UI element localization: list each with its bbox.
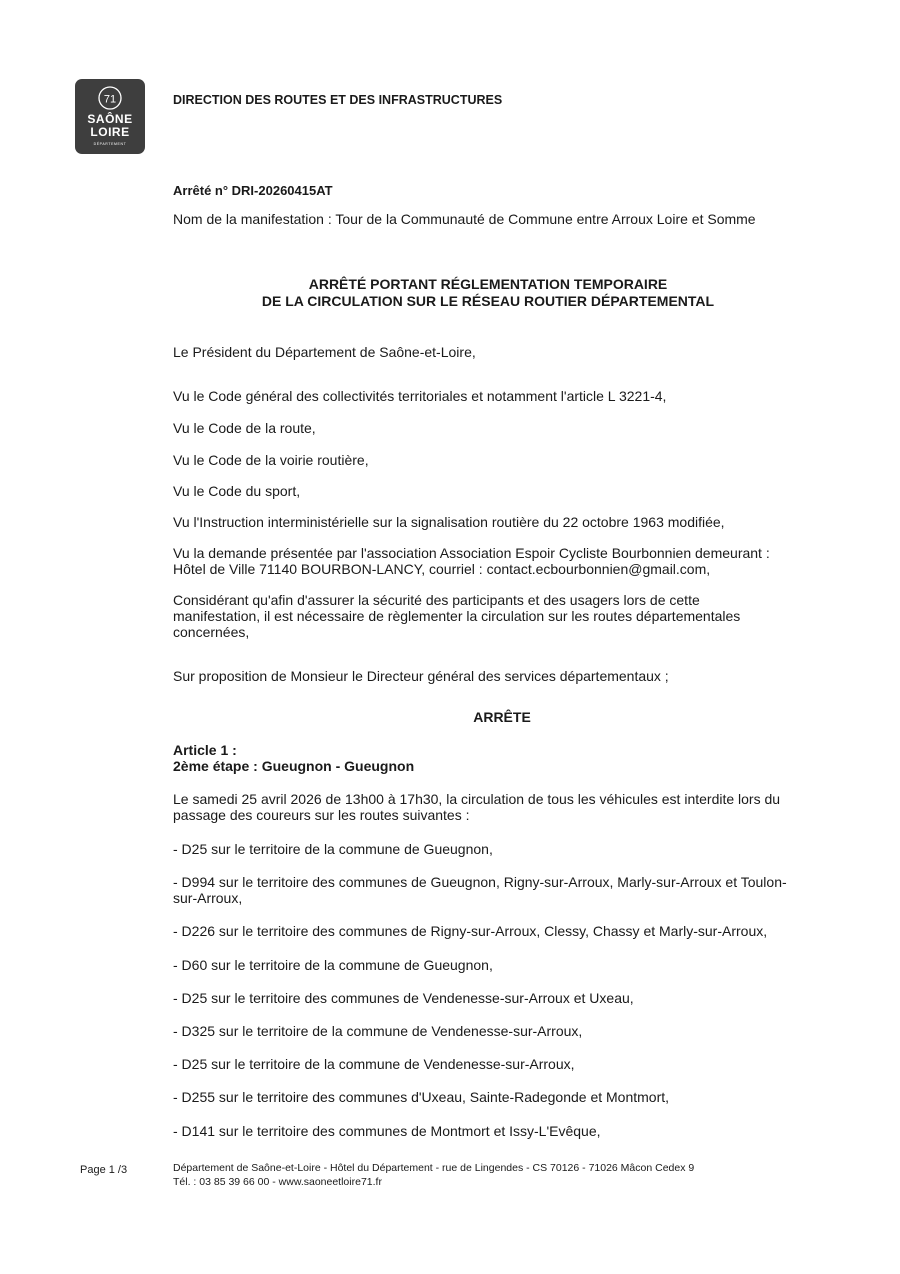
considerant-line-3: concernées,: [173, 624, 250, 640]
arrete-heading: ARRÊTE: [473, 709, 531, 725]
consideration-item: Vu le Code du sport,: [173, 483, 301, 499]
logo-text-loire: LOIRE: [90, 125, 130, 139]
document-title-line-1: ARRÊTÉ PORTANT RÉGLEMENTATION TEMPORAIRE: [308, 276, 668, 292]
consideration-item: Vu le Code général des collectivités territoriales et notamment l'article L 3221-4,: [173, 388, 667, 404]
consideration-item: Vu l'Instruction interministérielle sur la signalisation routière du 22 octobre 1963 modifiée,: [173, 514, 725, 530]
footer-info: [173, 1161, 694, 1189]
article-1-stage: 2ème étape : Gueugnon - Gueugnon: [173, 758, 415, 774]
department-logo: [75, 79, 145, 154]
considerant-line-2: manifestation, il est nécessaire de règlementer la circulation sur les routes départementales: [173, 608, 741, 624]
president-statement: Le Président du Département de Saône-et-Loire,: [173, 344, 476, 360]
road-item: - D25 sur le territoire des communes de Vendenesse-sur-Arroux et Uxeau,: [173, 990, 634, 1006]
consideration-item: Vu le Code de la route,: [173, 420, 316, 436]
road-item: - D994 sur le territoire des communes de Gueugnon, Rigny-sur-Arroux, Marly-sur-Arroux et Toulon-: [173, 874, 787, 890]
road-item: - D25 sur le territoire de la commune de Vendenesse-sur-Arroux,: [173, 1056, 575, 1072]
road-item: - D255 sur le territoire des communes d'Uxeau, Sainte-Radegonde et Montmort,: [173, 1089, 670, 1105]
logo-71-emblem-icon: [97, 85, 123, 111]
road-item: - D325 sur le territoire de la commune de Vendenesse-sur-Arroux,: [173, 1023, 583, 1039]
road-item: - D60 sur le territoire de la commune de Gueugnon,: [173, 957, 493, 973]
footer-address: Département de Saône-et-Loire - Hôtel du Département - rue de Lingendes - CS 70126 - 71026 Mâcon Cedex 9: [173, 1162, 695, 1174]
arrete-number: Arrêté n° DRI-20260415AT: [173, 183, 333, 198]
demande-line-1: Vu la demande présentée par l'association Association Espoir Cycliste Bourbonnien demeurant :: [173, 545, 770, 561]
svg-text:71: 71: [103, 93, 117, 106]
article-1-intro-line-1: Le samedi 25 avril 2026 de 13h00 à 17h30, la circulation de tous les véhicules est interdite lors du: [173, 791, 781, 807]
road-item: - D25 sur le territoire de la commune de Gueugnon,: [173, 841, 493, 857]
document-title-line-2: DE LA CIRCULATION SUR LE RÉSEAU ROUTIER DÉPARTEMENTAL: [261, 293, 715, 309]
article-1-label: Article 1 :: [173, 742, 237, 758]
logo-text-saone: SAÔNE: [87, 112, 133, 126]
demande-line-2: Hôtel de Ville 71140 BOURBON-LANCY, courriel : contact.ecbourbonnien@gmail.com,: [173, 561, 711, 577]
road-item: - D226 sur le territoire des communes de Rigny-sur-Arroux, Clessy, Chassy et Marly-sur-Arroux,: [173, 923, 768, 939]
page-number: Page 1 /3: [80, 1164, 128, 1176]
road-item-continuation: sur-Arroux,: [173, 890, 243, 906]
consideration-item: Vu le Code de la voirie routière,: [173, 452, 369, 468]
direction-header: DIRECTION DES ROUTES ET DES INFRASTRUCTURES: [173, 93, 503, 107]
logo-text-departement: DÉPARTEMENT: [93, 142, 127, 146]
footer-contact: Tél. : 03 85 39 66 00 - www.saoneetloire71.fr: [173, 1176, 382, 1188]
proposition-statement: Sur proposition de Monsieur le Directeur général des services départementaux ;: [173, 668, 669, 684]
manifestation-name: Nom de la manifestation : Tour de la Communauté de Commune entre Arroux Loire et Somme: [173, 211, 756, 227]
article-1-intro-line-2: passage des coureurs sur les routes suivantes :: [173, 807, 470, 823]
road-item: - D141 sur le territoire des communes de Montmort et Issy-L'Evêque,: [173, 1123, 601, 1139]
considerant-line-1: Considérant qu'afin d'assurer la sécurité des participants et des usagers lors de cette: [173, 592, 700, 608]
